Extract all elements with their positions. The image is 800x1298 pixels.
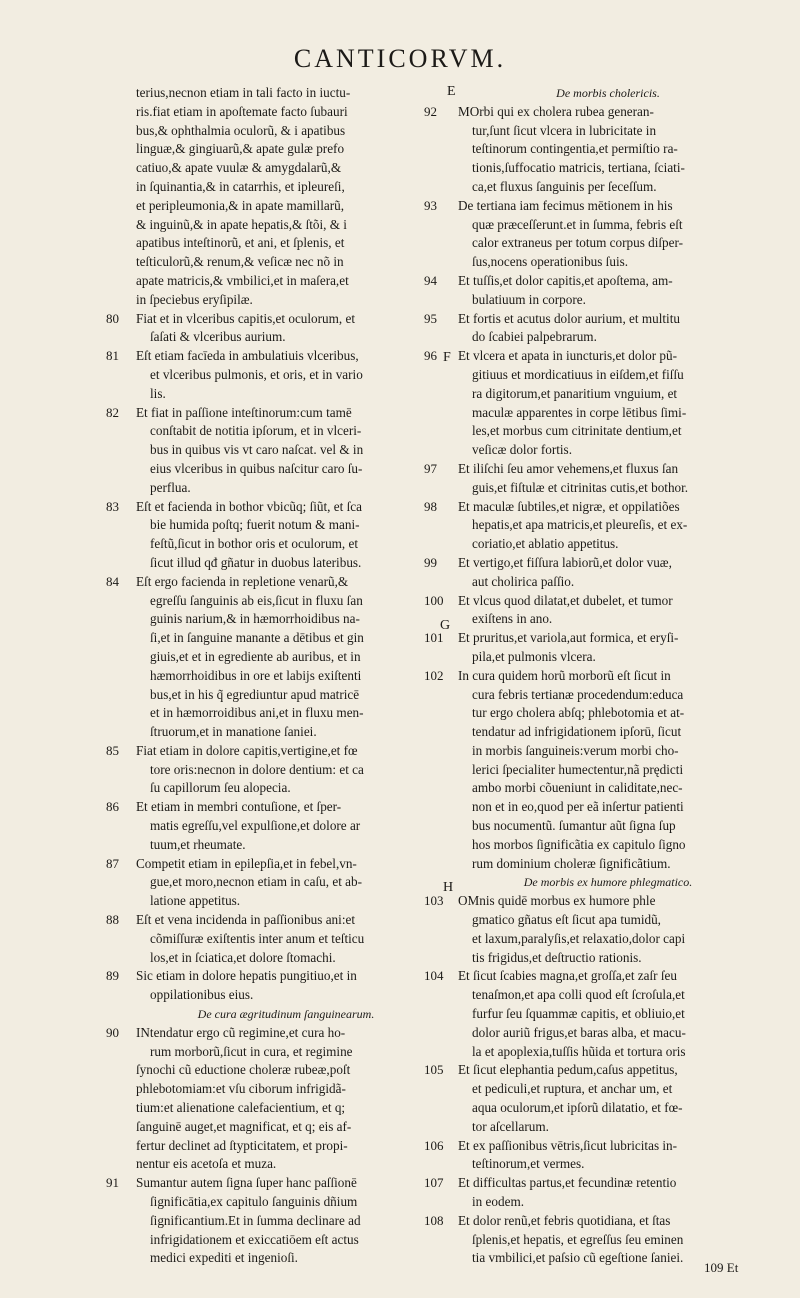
text-line: [458, 686, 758, 705]
line-text: bie humida poſtq; fuerit notum & mani-: [150, 517, 360, 533]
line-text: aut cholirica paſſio.: [472, 573, 575, 589]
text-line: [136, 1212, 436, 1231]
text-line: [424, 347, 758, 366]
text-line: [424, 197, 758, 216]
line-text: Et vlcera et apata in iuncturis,et dolor pũ-: [458, 348, 677, 364]
text-line: [136, 648, 436, 667]
line-text: gmatico gñatus eſt ſicut apa tumidũ,: [472, 912, 661, 928]
line-text: matis egreſſu,vel expulſione,et dolore ar: [150, 818, 361, 834]
line-text: Et fortis et acutus dolor aurium, et multitu: [458, 310, 680, 326]
paragraph-number: 102: [424, 667, 444, 683]
text-line: [458, 234, 758, 253]
line-text: cõmiſſuræ exiſtentis inter anum et teſticu: [150, 930, 365, 946]
line-text: Eſt et facienda in bothor vbicũq; ſiũt, et ſca: [136, 498, 362, 514]
line-text: medici expediti et ingenioſi.: [150, 1250, 298, 1266]
line-text: perflua.: [150, 479, 191, 495]
text-line: [106, 967, 436, 986]
text-line: [458, 1080, 758, 1099]
line-text: egreſſu ſanguinis ab eis,ſicut in fluxu ſan: [150, 592, 363, 608]
line-text: rum morborũ,ſicut in cura, et regimine: [150, 1043, 353, 1059]
paragraph-number: 106: [424, 1137, 444, 1153]
line-text: teſtinorum contingentia,et permiſtio ra-: [472, 141, 678, 157]
text-line: [136, 197, 436, 216]
text-line: [136, 216, 436, 235]
line-text: ſynochi cũ eductione choleræ rubeæ,poſt: [136, 1062, 351, 1078]
line-text: in eodem.: [472, 1194, 525, 1210]
line-text: in ſpeciebus eryſipilæ.: [136, 291, 253, 307]
text-line: [136, 159, 436, 178]
text-line: [106, 498, 436, 517]
line-text: gue,et moro,necnon etiam in caſu, et ab-: [150, 874, 363, 890]
text-line: [458, 855, 758, 874]
text-line: [458, 535, 758, 554]
text-line: [136, 873, 436, 892]
line-text: & inguinũ,& in apate hepatis,& ſtõi, & i: [136, 216, 347, 232]
line-text: coriatio,et ablatio appetitus.: [472, 536, 619, 552]
text-line: [458, 1193, 758, 1212]
paragraph-number: 93: [424, 197, 437, 213]
text-line: [458, 159, 758, 178]
line-text: in morbis ſanguineis:verum morbi cho-: [472, 742, 679, 758]
text-line: [458, 1099, 758, 1118]
line-text: ſus,nocens operationibus ſuis.: [472, 254, 629, 270]
text-line: [458, 911, 758, 930]
line-text: les,et morbus cum citrinitate dentium,et: [472, 423, 682, 439]
line-text: INtendatur ergo cũ regimine,et cura ho-: [136, 1024, 346, 1040]
text-line: [458, 1155, 758, 1174]
catchword: 109 Et: [704, 1260, 739, 1275]
paragraph-number: 82: [106, 404, 119, 420]
line-text: ſicut illud qđ gñatur in duobus lateribus.: [150, 554, 362, 570]
line-text: ſtruorum,et in manatione ſaniei.: [150, 724, 317, 740]
line-text: los,et in ſciatica,et dolore ſtomachi.: [150, 949, 336, 965]
line-text: De morbis ex humore phlegmatico.: [523, 875, 693, 890]
text-line: [424, 1137, 758, 1156]
text-line: [424, 892, 758, 911]
text-line: [424, 1174, 758, 1193]
text-line: [458, 122, 758, 141]
line-text: calor extraneus per totum corpus diſper-: [472, 235, 684, 251]
text-line: [136, 385, 436, 404]
line-text: ca,et fluxus ſanguinis per ſeceſſum.: [472, 178, 657, 194]
paragraph-number: 105: [424, 1062, 444, 1078]
text-line: [136, 986, 436, 1005]
text-line: [136, 629, 436, 648]
text-line: [136, 704, 436, 723]
text-line: [458, 441, 758, 460]
line-text: hepatis,et apa matricis,et pleureſis, et ex-: [472, 517, 688, 533]
text-line: [458, 1024, 758, 1043]
line-text: bulatiuum in corpore.: [472, 291, 586, 307]
text-line: [136, 479, 436, 498]
line-text: Et ſicut elephantia pedum,caſus appetitus,: [458, 1062, 678, 1078]
line-text: MOrbi qui ex cholera rubea generan-: [458, 103, 654, 119]
right-column: [424, 84, 758, 1268]
text-line: [458, 648, 758, 667]
text-line: [136, 272, 436, 291]
text-line: [458, 723, 758, 742]
line-text: oppilationibus eius.: [150, 987, 254, 1003]
text-line: [136, 554, 436, 573]
line-text: Eſt etiam facīeda in ambulatiuis vlceribus,: [136, 348, 359, 364]
margin-letter-g: G: [440, 618, 451, 633]
text-line: [458, 742, 758, 761]
text-line: [458, 986, 758, 1005]
text-line: [106, 911, 436, 930]
text-line: [106, 347, 436, 366]
paragraph-number: 96: [424, 348, 437, 364]
line-text: Et pruritus,et variola,aut formica, et eryſi-: [458, 630, 679, 646]
line-text: guis,et fiſtulæ et citrinitas cutis,et bothor.: [472, 479, 689, 495]
paragraph-number: 101: [424, 630, 444, 646]
line-text: et pediculi,et ruptura, et anchar um, et: [472, 1081, 673, 1097]
text-line: [458, 291, 758, 310]
text-line: [458, 798, 758, 817]
text-line: [106, 1174, 436, 1193]
section-heading: [136, 1005, 436, 1024]
text-line: [136, 253, 436, 272]
paragraph-number: 95: [424, 310, 437, 326]
line-text: hos morbos ſignificãtia ex capitulo ſigno: [472, 836, 686, 852]
line-text: tis frigidus,et deſtructio rationis.: [472, 949, 642, 965]
paragraph-number: 100: [424, 592, 444, 608]
text-line: [458, 385, 758, 404]
text-line: [136, 1118, 436, 1137]
paragraph-number: 91: [106, 1175, 119, 1191]
text-line: [136, 949, 436, 968]
text-line: [106, 310, 436, 329]
line-text: Fiat et in vlceribus capitis,et oculorum, et: [136, 310, 356, 326]
line-text: Et dolor renũ,et febris quotidiana, et ſtas: [458, 1212, 671, 1228]
line-text: aqua oculorum,et ipſorũ dilatatio, et fœ-: [472, 1100, 683, 1116]
text-line: [424, 498, 758, 517]
line-text: Eſt ergo facienda in repletione venarũ,&: [136, 573, 349, 589]
text-line: [424, 667, 758, 686]
line-text: Sic etiam in dolore hepatis pungitiuo,et in: [136, 968, 357, 984]
text-line: [458, 1043, 758, 1062]
text-line: [458, 328, 758, 347]
paragraph-number: 107: [424, 1175, 444, 1191]
line-text: et laxum,paralyſis,et relaxatio,dolor capi: [472, 930, 686, 946]
text-line: [106, 1024, 436, 1043]
text-line: [136, 366, 436, 385]
line-text: maculæ apparentes in corpe lētibus ſimi-: [472, 404, 687, 420]
line-text: furfur ſeu ſquammæ capitis, et obliuio,et: [472, 1006, 685, 1022]
paragraph-number: 97: [424, 460, 437, 476]
text-line: [136, 723, 436, 742]
line-text: phlebotomiam:et vſu ciborum infrigidã-: [136, 1081, 346, 1097]
line-text: gitiuus et mordicatiuus in eiſdem,et fiſſu: [472, 366, 684, 382]
line-text: ambo morbi cõueniunt in caliditate,nec-: [472, 780, 683, 796]
text-line: [136, 1231, 436, 1250]
line-text: Sumantur autem ſigna ſuper hanc paſſionē: [136, 1175, 357, 1191]
text-line: [136, 930, 436, 949]
line-text: ſignificātia,ex capitulo ſanguinis dñium: [150, 1194, 358, 1210]
text-line: [458, 930, 758, 949]
line-text: rum dominium choleræ ſignificãtium.: [472, 855, 671, 871]
text-line: [136, 140, 436, 159]
line-text: ris.fiat etiam in apoſtemate facto ſubauri: [136, 103, 348, 119]
paragraph-number: 98: [424, 498, 437, 514]
text-line: [136, 1193, 436, 1212]
line-text: Et iliſchi ſeu amor vehemens,et fluxus ſan: [458, 460, 679, 476]
text-line: [136, 84, 436, 103]
running-header: CANTICORVM.: [293, 44, 507, 73]
line-text: Competit etiam in epilepſia,et in febel,vn-: [136, 855, 357, 871]
line-text: infrigidationem et exiccatiōem eſt actus: [150, 1231, 359, 1247]
text-line: [136, 122, 436, 141]
line-text: tore oris:necnon in dolore dentium: et ca: [150, 761, 364, 777]
paragraph-number: 84: [106, 573, 119, 589]
line-text: hæmorrhoidibus in ore et labijs exiſtenti: [150, 667, 362, 683]
line-text: conſtabit de notitia ipſorum, et in vlceri-: [150, 423, 362, 439]
text-line: [136, 836, 436, 855]
line-text: lerici ſpecialiter humectentur,nã prędicti: [472, 761, 684, 777]
line-text: veſicæ dolor fortis.: [472, 442, 572, 458]
section-heading: [458, 84, 758, 103]
text-line: [458, 404, 758, 423]
text-line: [424, 310, 758, 329]
line-text: OMnis quidē morbus ex humore phle: [458, 893, 656, 909]
line-text: ſignificantium.Et in ſumma declinare ad: [150, 1212, 361, 1228]
margin-letter-e: E: [447, 84, 456, 99]
text-line: [136, 291, 436, 310]
text-line: [424, 103, 758, 122]
line-text: terius,necnon etiam in tali facto in iuctu-: [136, 85, 351, 100]
line-text: Et difficultas partus,et fecundinæ retentio: [458, 1175, 677, 1191]
paragraph-number: 90: [106, 1024, 119, 1040]
text-line: [424, 272, 758, 291]
text-line: [136, 103, 436, 122]
text-line: [458, 761, 758, 780]
text-line: [136, 422, 436, 441]
margin-letter-h: H: [443, 880, 454, 895]
line-text: ſu capillorum ſeu alopecia.: [150, 780, 291, 796]
text-line: [424, 554, 758, 573]
line-text: teſticulorũ,& renum,& veſicæ nec nõ in: [136, 254, 344, 270]
line-text: dolor auriũ frigus,et baras alba, et macu-: [472, 1024, 686, 1040]
text-line: [424, 1212, 758, 1231]
line-text: tuum,et rheumate.: [150, 836, 246, 852]
line-text: in ſquinantia,& in catarrhis, et ipleureſi,: [136, 178, 345, 194]
line-text: In cura quidem horũ morborũ eſt ſicut in: [458, 667, 671, 683]
line-text: tendatur ad infrigidationem ipſorū, ſicut: [472, 724, 682, 740]
paragraph-number: 88: [106, 912, 119, 928]
line-text: eius vlceribus in quibus naſcitur caro ſu-: [150, 460, 363, 476]
text-line: [458, 1005, 758, 1024]
line-text: fertur declinet ad ſtypticitatem, et propi-: [136, 1137, 348, 1153]
text-line: [136, 441, 436, 460]
text-line: [136, 892, 436, 911]
text-line: [136, 234, 436, 253]
text-line: [106, 573, 436, 592]
line-text: tium:et alienatione calefacientium, et q;: [136, 1100, 346, 1116]
text-line: [458, 949, 758, 968]
text-line: [458, 836, 758, 855]
line-text: quæ præceſſerunt.et in ſumma, febris eſt: [472, 216, 683, 232]
text-line: [458, 422, 758, 441]
text-line: [136, 817, 436, 836]
line-text: et peripleumonia,& in apate mamillarũ,: [136, 197, 344, 213]
line-text: tenaſmon,et apa colli quod eſt ſcroſula,et: [472, 987, 685, 1003]
line-text: lis.: [150, 385, 166, 401]
paragraph-number: 104: [424, 968, 444, 984]
text-line: [458, 140, 758, 159]
paragraph-number: 103: [424, 893, 444, 909]
text-line: [136, 667, 436, 686]
line-text: la et apoplexia,tuſſis hũida et tortura oris: [472, 1043, 686, 1059]
line-text: tor aſcellarum.: [472, 1118, 549, 1134]
text-line: [458, 1231, 758, 1250]
line-text: giuis,et et in egrediente ab auribus, et in: [150, 648, 361, 664]
line-text: latione appetitus.: [150, 893, 241, 909]
text-line: [136, 328, 436, 347]
line-text: et vlceribus pulmonis, et oris, et in vario: [150, 366, 363, 382]
text-line: [136, 779, 436, 798]
left-column: [106, 84, 436, 1268]
text-line: [136, 686, 436, 705]
line-text: ſaſati & vlceribus aurium.: [150, 329, 286, 345]
text-line: [458, 366, 758, 385]
line-text: apatibus inteſtinorũ, et ani, et ſplenis, et: [136, 235, 345, 251]
line-text: do ſcabiei palpebrarum.: [472, 329, 597, 345]
text-line: [458, 216, 758, 235]
line-text: Et maculæ ſubtiles,et nigræ, et oppilatiões: [458, 498, 680, 514]
line-text: tionis,ſuffocatio matricis, tertiana, ſciati-: [472, 160, 685, 176]
paragraph-number: 85: [106, 742, 119, 758]
line-text: De tertiana iam fecimus mētionem in his: [458, 197, 673, 213]
line-text: Et vlcus quod dilatat,et dubelet, et tumor: [458, 592, 673, 608]
line-text: feſtũ,ſicut in bothor oris et oculorum, et: [150, 536, 359, 552]
line-text: Et etiam in membri contuſione, et ſper-: [136, 799, 342, 815]
text-line: [424, 967, 758, 986]
line-text: De morbis cholericis.: [556, 86, 660, 100]
text-line: [458, 479, 758, 498]
line-text: ſi,et in ſanguine manante a dētibus et gin: [150, 630, 364, 646]
text-line: [458, 704, 758, 723]
text-line: [136, 535, 436, 554]
paragraph-number: 89: [106, 968, 119, 984]
line-text: apate matricis,& vmbilici,et in maſera,et: [136, 272, 349, 288]
text-line: [136, 1043, 436, 1062]
text-line: [136, 1155, 436, 1174]
text-line: [136, 1137, 436, 1156]
line-text: Et vertigo,et fiſſura labiorũ,et dolor vuæ,: [458, 554, 672, 570]
paragraph-number: 99: [424, 554, 437, 570]
line-text: bus,& ophthalmia oculorũ, & i apatibus: [136, 122, 346, 138]
line-text: tur ergo cholera abſq; phlebotomia et at-: [472, 705, 685, 721]
text-line: [458, 817, 758, 836]
text-line: [458, 610, 758, 629]
text-line: [458, 573, 758, 592]
line-text: De cura ægritudinum ſanguinearum.: [197, 1007, 375, 1022]
line-text: nentur eis acetoſa et muza.: [136, 1156, 277, 1172]
line-text: Et fiat in paſſione inteſtinorum:cum tamē: [136, 404, 352, 420]
text-line: [458, 1118, 758, 1137]
text-line: [136, 1249, 436, 1268]
paragraph-number: 80: [106, 310, 119, 326]
line-text: catiuo,& apate vuulæ & amygdalarũ,&: [136, 160, 342, 176]
text-line: [424, 460, 758, 479]
text-line: [136, 1099, 436, 1118]
text-line: [106, 742, 436, 761]
line-text: guinis narium,& in hæmorrhoidibus na-: [150, 611, 360, 627]
line-text: bus nocumentũ. ſumantur aũt ſigna ſup: [472, 818, 676, 834]
line-text: non et in eo,quod per eã inſertur patienti: [472, 799, 684, 815]
text-line: [136, 592, 436, 611]
line-text: et in hæmorroidibus ani,et in fluxu men-: [150, 705, 364, 721]
section-heading: [458, 873, 758, 892]
line-text: linguæ,& gingiuarũ,& apate gulæ prefo: [136, 141, 345, 157]
text-line: [106, 404, 436, 423]
line-text: tur,ſunt ſicut vlcera in lubricitate in: [472, 122, 657, 138]
text-line: [136, 761, 436, 780]
line-text: bus in quibus vis vt caro naſcat. vel & in: [150, 442, 364, 458]
line-text: bus,et in his q̃ egrediuntur apud matricē: [150, 686, 360, 702]
paragraph-number: 94: [424, 272, 437, 288]
paragraph-number: 86: [106, 799, 119, 815]
line-text: Eſt et vena incidenda in paſſionibus ani:et: [136, 912, 355, 928]
text-line: [106, 798, 436, 817]
text-line: [136, 516, 436, 535]
paragraph-number: 87: [106, 855, 119, 871]
line-text: Et tuſſis,et dolor capitis,et apoſtema, am-: [458, 272, 673, 288]
line-text: cura febris tertianæ procedendum:educa: [472, 686, 684, 702]
margin-letter-f: F: [443, 350, 451, 365]
text-line: [424, 1061, 758, 1080]
text-line: [458, 178, 758, 197]
line-text: ſanguinē auget,et magnificat, et q; eis af-: [136, 1118, 352, 1134]
paragraph-number: 81: [106, 348, 119, 364]
text-line: [458, 253, 758, 272]
line-text: Fiat etiam in dolore capitis,vertigine,et fœ: [136, 742, 358, 758]
text-line: [458, 516, 758, 535]
line-text: Et ſicut ſcabies magna,et groſſa,et zaſr ſeu: [458, 968, 677, 984]
text-line: [136, 1080, 436, 1099]
text-line: [136, 610, 436, 629]
paragraph-number: 92: [424, 103, 437, 119]
text-line: [136, 1061, 436, 1080]
line-text: teſtinorum,et vermes.: [472, 1156, 585, 1172]
text-line: [424, 592, 758, 611]
paragraph-number: 108: [424, 1212, 444, 1228]
text-line: [136, 460, 436, 479]
text-line: [458, 779, 758, 798]
line-text: ſplenis,et hepatis, et egreſſus ſeu eminen: [472, 1231, 684, 1247]
text-line: [136, 178, 436, 197]
line-text: Et ex paſſionibus vētris,ſicut lubricitas in-: [458, 1137, 678, 1153]
line-text: ra digitorum,et panaritium vnguium, et: [472, 385, 678, 401]
line-text: tia vmbilici,et paſsio cũ egeſtione ſaniei.: [472, 1250, 684, 1266]
paragraph-number: 83: [106, 498, 119, 514]
text-line: [106, 855, 436, 874]
text-line: [424, 629, 758, 648]
line-text: pila,et pulmonis vlcera.: [472, 648, 596, 664]
line-text: exiſtens in ano.: [472, 611, 553, 627]
